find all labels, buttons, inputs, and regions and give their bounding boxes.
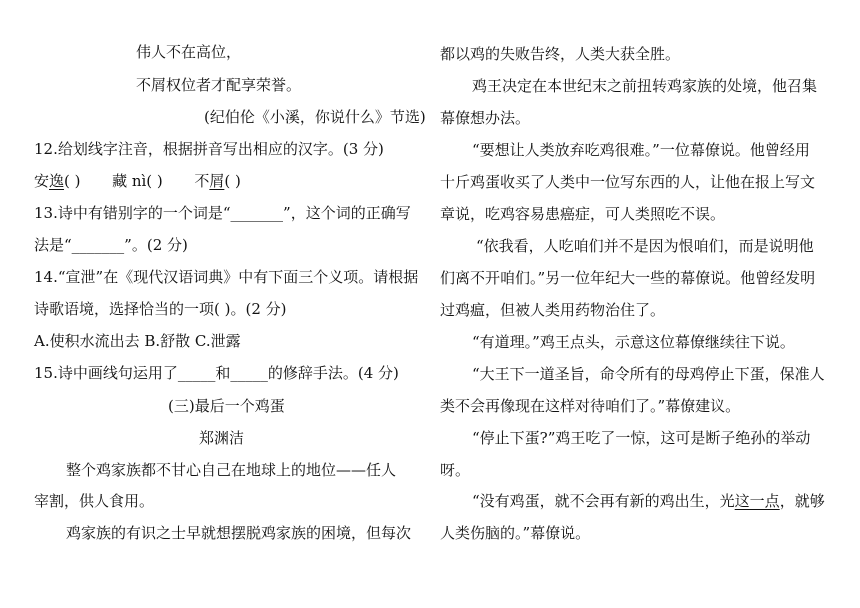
q12-item-1-blank[interactable]: ( ) — [64, 172, 81, 190]
paragraph-1-line-2: 宰割，供人食用。 — [34, 492, 155, 510]
column-divider — [432, 0, 433, 608]
story-line-6: 章说，吃鸡容易患癌症，可人类照吃不误。 — [440, 205, 726, 223]
story-line-9: 过鸡瘟，但被人类用药物治住了。 — [440, 301, 666, 319]
story-line-4: “要想让人类放弃吃鸡很难。”一位幕僚说。他曾经用 — [472, 141, 810, 159]
underlined-phrase: 这一点 — [734, 492, 780, 510]
question-14-options: A.使积水流出去 B.舒散 C.泄露 — [34, 332, 241, 350]
author: 郑渊洁 — [199, 429, 245, 447]
question-14-line-2: 诗歌语境，选择恰当的一项( )。(2 分) — [34, 300, 287, 318]
story-line-11: “大王下一道圣旨，命令所有的母鸡停止下蛋，保准人 — [472, 365, 825, 383]
question-14-line-1: 14.“宣泄”在《现代汉语词典》中有下面三个义项。请根据 — [34, 268, 419, 286]
q12-item-3-word: 不屑 — [194, 172, 225, 190]
story-line-15 — [472, 491, 825, 511]
question-15: 15.诗中画线句运用了_____和_____的修辞手法。(4 分) — [34, 364, 399, 382]
paragraph-2-line-1: 鸡家族的有识之士早就想摆脱鸡家族的困境，但每次 — [66, 524, 412, 542]
story-line-7: “依我看，人吃咱们并不是因为恨咱们，而是说明他 — [476, 237, 814, 255]
story-line-2: 鸡王决定在本世纪末之前扭转鸡家族的处境，他召集 — [472, 77, 818, 95]
question-12-items — [34, 171, 241, 191]
story-line-15-post: ，就够 — [779, 492, 825, 510]
story-line-3: 幕僚想办法。 — [440, 109, 531, 127]
q12-item-3-blank[interactable]: ( ) — [224, 172, 241, 190]
story-line-12: 类不会再像现在这样对待咱们了。”幕僚建议。 — [440, 397, 741, 415]
story-line-15-pre: “没有鸡蛋，就不会再有新的鸡出生，光 — [472, 492, 735, 510]
story-line-10: “有道理。”鸡王点头，示意这位幕僚继续往下说。 — [472, 333, 795, 351]
story-line-13: “停止下蛋?”鸡王吃了一惊，这可是断子绝孙的举动 — [472, 429, 811, 447]
section-title: (三)最后一个鸡蛋 — [168, 397, 285, 415]
story-line-5: 十斤鸡蛋收买了人类中一位写东西的人，让他在报上写文 — [440, 173, 816, 191]
story-line-8: 们离不开咱们。”另一位年纪大一些的幕僚说。他曾经发明 — [440, 269, 816, 287]
question-12: 12.给划线字注音，根据拼音写出相应的汉字。(3 分) — [34, 140, 384, 158]
question-13-line-2: 法是“_______”。(2 分) — [34, 236, 188, 254]
poem-source: (纪伯伦《小溪，你说什么》节选) — [204, 108, 426, 126]
poem-line-2: 不屑权位者才配享荣誉。 — [136, 76, 302, 94]
story-line-14: 呀。 — [440, 461, 471, 479]
story-line-16: 人类伤脑的。”幕僚说。 — [440, 524, 591, 542]
q12-item-2[interactable]: 藏 nì( ) — [112, 172, 163, 190]
question-13-line-1: 13.诗中有错别字的一个词是“_______”，这个词的正确写 — [34, 204, 411, 222]
poem-line-1: 伟人不在高位， — [136, 43, 242, 61]
q12-item-1-word: 安逸 — [34, 172, 65, 190]
paragraph-1-line-1: 整个鸡家族都不甘心自己在地球上的地位——任人 — [66, 461, 397, 479]
story-line-1: 都以鸡的失败告终，人类大获全胜。 — [440, 45, 681, 63]
